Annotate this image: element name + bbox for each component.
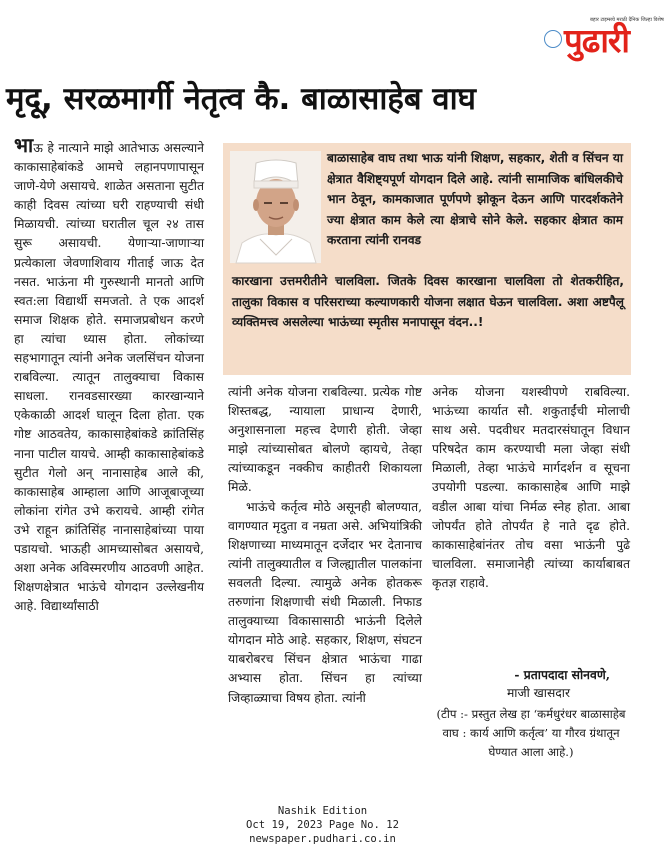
editor-note: (टीप :- प्रस्तुत लेख हा ‘कर्मधुरंधर बाळासाहेब वाघ : कार्य आणि कर्तृत्व’ या गौरव ग्रंथातून घेण्यात आला आहे.) (436, 707, 626, 759)
author-title: माजी खासदार (506, 686, 570, 700)
highlight-text-top: बाळासाहेब वाघ तथा भाऊ यांनी शिक्षण, सहकार, शेती व सिंचन या क्षेत्रात वैशिष्ट्यपूर्ण योगदान दिले आहे. त्यांनी सामाजिक बांधिलकीचे भान ठेवून, कामकाजात पूर्णपणे झोकून देऊन आणि पारदर्शकतेने ज्या क्षेत्रात काम केले त्या क्षेत्राचे सोने केले. सहकार क्षेत्रात काम करताना त्यांनी रानवड (327, 151, 623, 247)
page-footer (0, 804, 645, 846)
footer-date-page: Oct 19, 2023 Page No. 12 (245, 819, 400, 831)
column-2-paragraph-1: त्यांनी अनेक योजना राबविल्या. प्रत्येक गोष्ट शिस्तबद्ध, न्यायाला प्राधान्य देणारी, अनुशासनाला महत्त्व देणारी होती. जेव्हा माझे त्यांच्यासोबत बोलणे व्हायचे, तेव्हा त्यांच्याकडून नक्कीच काहीतरी शिकायला मिळे. (228, 385, 422, 495)
masthead (0, 0, 664, 70)
pudhari-logo[interactable] (272, 8, 664, 60)
article-column-2 (228, 383, 422, 708)
article-column-3 (432, 383, 630, 593)
portrait-photo (230, 151, 321, 263)
column-3-paragraph-1: अनेक योजना यशस्वीपणे राबविल्या. भाऊंच्या कार्यात सौ. शकुताईंची मोलाची साथ असे. पदवीधर मतदारसंघातून विधान परिषदेत काम करण्याची मला जेव्हा संधी मिळाली, तेव्हा भाऊंचे मार्गदर्शन व सूचना उपयोगी पडल्या. काकासाहेब आणि माझे वडील आबा यांचा निर्मळ स्नेह होता. आबा जोपर्यंत होते तोपर्यंत हे नाते दृढ होते. काकासाहेबांनंतर तोच वसा भाऊंनी पुढे चालविला. समाजानेही त्यांच्या कार्याबाबत कृतज्ञ राहावे. (432, 385, 630, 590)
author-name: - प्रतापदादा सोनवणे, (514, 667, 610, 682)
logo-ring-icon (544, 30, 562, 48)
drop-cap: भा (14, 133, 34, 157)
portrait-illustration (230, 151, 321, 263)
logo-tagline: बहार टाइम्सचे मराठी दैनिक जिल्हा विशेष (590, 17, 664, 23)
article-headline: मृदू, सरळमार्गी नेतृत्व कै. बाळासाहेब वाघ (6, 81, 476, 117)
highlight-text-bottom: कारखाना उत्तमरीतीने चालविला. जितके दिवस कारखाना चालविला तो शेतकरीहित, तालुका विकास व परिसराच्या कल्याणकारी योजना लक्षात घेऊन चालविला. अशा अष्टपैलू व्यक्तिमत्त्व असलेल्या भाऊंच्या स्मृतीस मनापासून वंदन..! (232, 274, 624, 329)
logo-wordmark: पुढारी (564, 21, 629, 60)
footer-edition: Nashik Edition (277, 805, 368, 817)
footer-site-link[interactable]: newspaper.pudhari.co.in (249, 833, 396, 845)
article-column-1 (14, 133, 204, 616)
author-byline (432, 665, 630, 703)
column-2-paragraph-2: भाऊंचे कर्तृत्व मोठे असूनही बोलण्यात, वागण्यात मृदुता व नम्रता असे. अभियांत्रिकी शिक्षणाच्या माध्यमातून दर्जेदार भर देतानाच त्यांनी तालुक्यातील व जिल्ह्यातील पालकांना सवलती दिल्या. त्यामुळे अनेक होतकरू तरुणांना शिक्षणाची संधी मिळाली. निफाड तालुक्याच्या विकासासाठी भाऊंनी दिलेले योगदान मोठे आहे. सहकार, शिक्षण, संघटन याबरोबरच सिंचन क्षेत्रात भाऊंचा गाढा अभ्यास होता. सिंचन हा त्यांच्या जिव्हाळ्याचा विषय होता. त्यांनी (228, 499, 422, 705)
column-1-text: ऊ हे नात्याने माझे आतेभाऊ असल्याने काकासाहेबांकडे आमचे लहानपणापासून जाणे-येणे असायचे. शाळेत असताना सुटीत काही दिवस त्यांच्या घरी राहण्याची संधी मिळायची. त्यांच्या घरातील चूल २४ तास सुरू असायची. येणाऱ्या-जाणाऱ्या प्रत्येकाला जेवणाशिवाय गीताई जाऊ देत नसत. भाऊंना मी गुरुस्थानी मानतो आणि स्वत:ला विद्यार्थी समजतो. ते एक आदर्श समाज शिक्षक होते. समाजप्रबोधन करणे हा त्यांचा ध्यास होता. लोकांच्या सहभागातून त्यांनी अनेक जलसिंचन योजना राबविल्या. त्यातून तालुक्याचा विकास साधला. रानवडसारख्या कारखान्याने एकेकाळी आदर्श घालून दिला होता. एक गोष्ट आठवतेय, काकासाहेबांकडे क्रांतिसिंह नाना पाटील यायचे. आम्ही काकासाहेबांकडे सुटीत गेलो अन् नानासाहेब आले की, काकासाहेब आम्हाला आणि आजूबाजूच्या लोकांना रांगेत उभे करायचे. आम्ही रांगेत उभे राहून क्रांतिसिंह नानासाहेबांच्या पाया पडायचो. भाऊही आमच्यासोबत असायचे, अशा अनेक अविस्मरणीय आठवणी आहेत. शिक्षणक्षेत्रात भाऊंचे योगदान उल्लेखनीय आहे. विद्यार्थ्यांसाठी (14, 141, 204, 614)
